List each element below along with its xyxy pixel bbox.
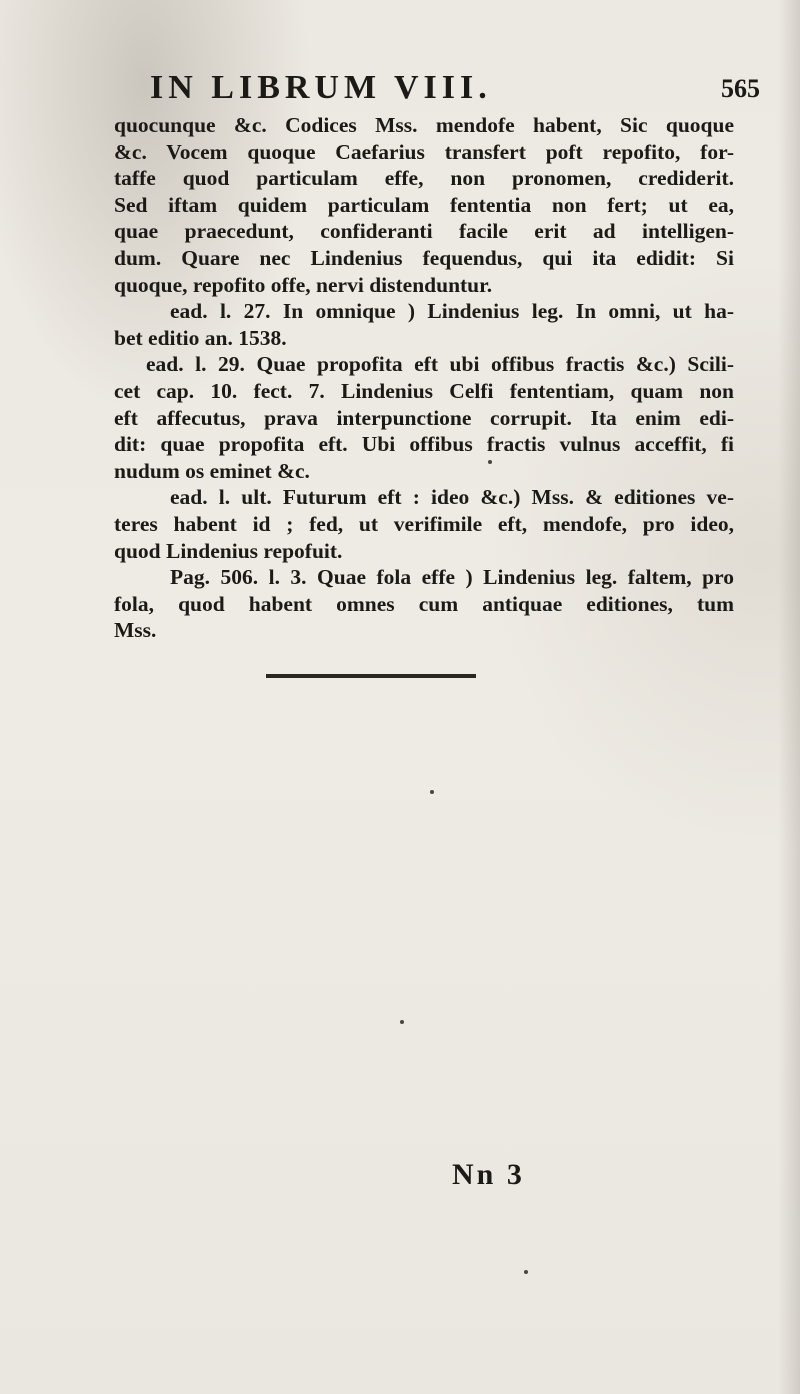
text-line: eft affecutus, prava interpunctione corrupit. Ita enim edi- — [114, 405, 734, 430]
running-head-title: IN LIBRUM VIII. — [150, 69, 492, 106]
text-line: cet cap. 10. fect. 7. Lindenius Celfi fententiam, quam non — [114, 378, 734, 403]
text-line: &c. Vocem quoque Caefarius transfert poft repofito, for- — [114, 139, 734, 164]
page-edge-shadow — [778, 0, 800, 1394]
text-line: ead. l. 27. In omnique ) Lindenius leg. In omni, ut ha- — [170, 299, 734, 324]
ink-speck — [488, 460, 492, 464]
ink-speck — [430, 790, 434, 794]
page-number: 565 — [721, 74, 760, 103]
body-text — [114, 112, 734, 644]
text-line: nudum os eminet &c. — [114, 458, 310, 483]
ink-speck — [524, 1270, 528, 1274]
text-line: dum. Quare nec Lindenius fequendus, qui ita edidit: Si — [114, 245, 734, 270]
text-line: Mss. — [114, 618, 157, 643]
signature-mark: Nn 3 — [452, 1158, 525, 1191]
text-line: taffe quod particulam effe, non pronomen, crediderit. — [114, 166, 734, 191]
text-line: dit: quae propofita eft. Ubi offibus fractis vulnus acceffit, fi — [114, 432, 734, 457]
text-line: ead. l. ult. Futurum eft : ideo &c.) Mss. & editiones ve- — [170, 485, 734, 510]
text-line: teres habent id ; fed, ut verifimile eft, mendofe, pro ideo, — [114, 511, 734, 536]
text-line: bet editio an. 1538. — [114, 325, 287, 350]
text-line: Sed iftam quidem particulam fententia non fert; ut ea, — [114, 192, 734, 217]
text-line: Pag. 506. l. 3. Quae fola effe ) Lindenius leg. faltem, pro — [170, 565, 734, 590]
running-head — [150, 68, 770, 108]
text-line: quoque, repofito offe, nervi distenduntur. — [114, 272, 493, 297]
text-line: quae praecedunt, confideranti facile erit ad intelligen- — [114, 219, 734, 244]
ink-speck — [400, 1020, 404, 1024]
text-line: quod Lindenius repofuit. — [114, 538, 343, 563]
text-line: quocunque &c. Codices Mss. mendofe habent, Sic quoque — [114, 113, 734, 137]
text-line: ead. l. 29. Quae propofita eft ubi offibus fractis &c.) Scili- — [146, 352, 734, 377]
text-line: fola, quod habent omnes cum antiquae editiones, tum — [114, 591, 734, 616]
section-divider — [266, 674, 476, 678]
